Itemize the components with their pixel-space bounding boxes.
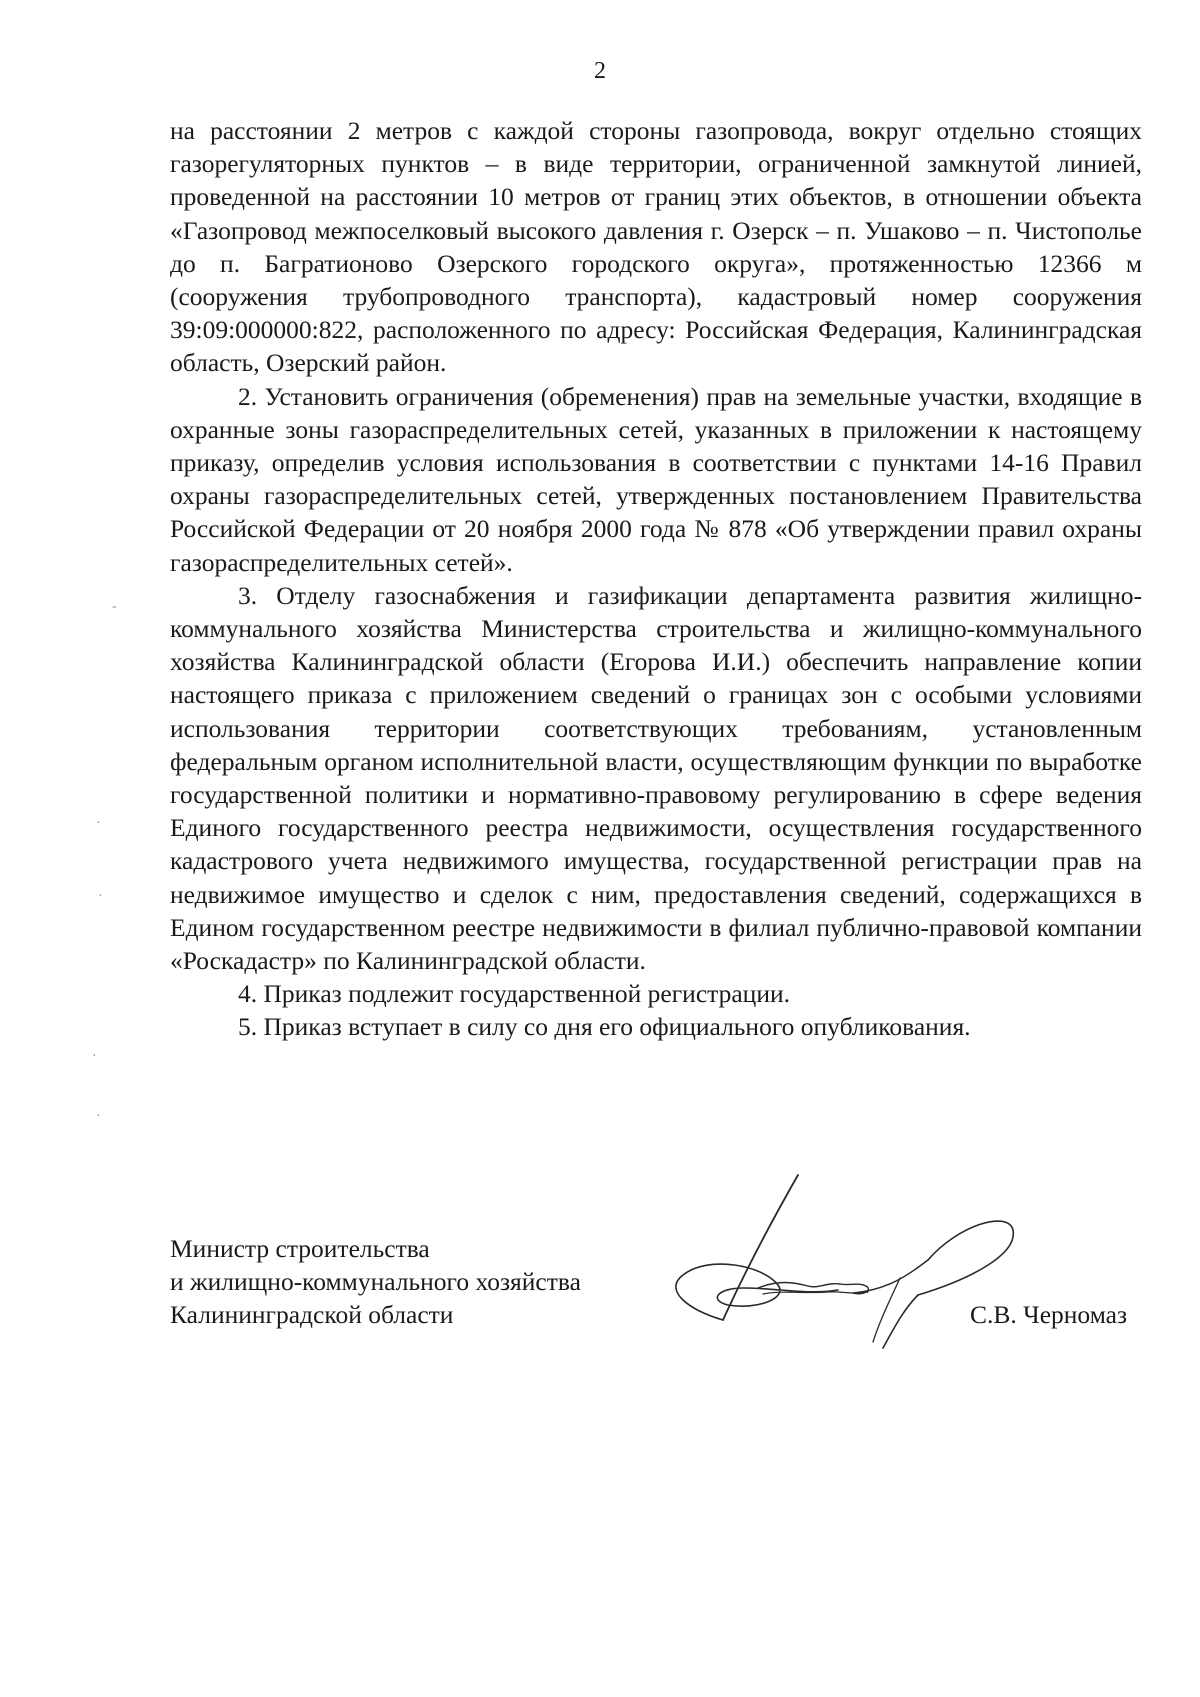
paragraph-item-3: 3. Отделу газоснабжения и газификации департамента развития жилищно-коммунального хозяйства Министерства строительства и жилищно-коммунального хозяйства Калининградской области (Егорова И.И.) обеспечить направление копии настоящего приказа с приложением сведений о границах зон с особыми условиями использования территории соответствующих требованиям, установленным федеральным органом исполнительной власти, осуществляющим функции по выработке государственной политики и нормативно-правовому регулированию в сфере ведения Единого государственного реестра недвижимости, осуществления государственного кадастрового учета недвижимого имущества, государственной регистрации прав на недвижимое имущество и сделок с ним, предоставления сведений, содержащихся в Едином государственном реестре недвижимости в филиал публично-правовой компании «Роскадастр» по Калининградской области. [170,580,1142,976]
page-number: 2 [594,58,606,84]
paragraph-continuation: на расстоянии 2 метров с каждой стороны газопровода, вокруг отдельно стоящих газорегуляторных пунктов – в виде территории, ограниченной замкнутой линией, проведенной на расстоянии 10 метров от границ этих объектов, в отношении объекта «Газопровод межпоселковый высокого давления г. Озерск – п. Ушаково – п. Чистополье до п. Багратионово Озерского городского округа», протяженностью 12366 м (сооружения трубопроводного транспорта), кадастровый номер сооружения 39:09:000000:822, расположенного по адресу: Российская Федерация, Калининградская область, Озерский район. [170,116,1142,378]
document-body [170,114,1142,1044]
signatory-title [170,1232,581,1331]
scan-mark: · [96,1109,101,1124]
paragraph-item-5: 5. Приказ вступает в силу со дня его официального опубликования. [238,1012,971,1042]
paragraph-item-4: 4. Приказ подлежит государственной регистрации. [238,979,790,1009]
scan-mark: · [98,889,103,904]
signatory-title-line-3: Калининградской области [170,1300,454,1329]
signatory-title-line-1: Министр строительства [170,1234,430,1263]
scan-mark: · [96,816,101,831]
paragraph-item-2: 2. Установить ограничения (обременения) прав на земельные участки, входящие в охранные зоны газораспределительных сетей, указанных в приложении к настоящему приказу, определив условия использования в соответствии с пунктами 14-16 Правил охраны газораспределительных сетей, утвержденных постановлением Правительства Российской Федерации от 20 ноября 2000 года № 878 «Об утверждении правил охраны газораспределительных сетей». [170,381,1142,577]
signatory-name: С.В. Черномаз [970,1300,1128,1329]
scan-mark: - [112,599,117,614]
signatory-title-line-2: и жилищно-коммунального хозяйства [170,1267,581,1296]
scan-mark: · [92,1049,97,1064]
